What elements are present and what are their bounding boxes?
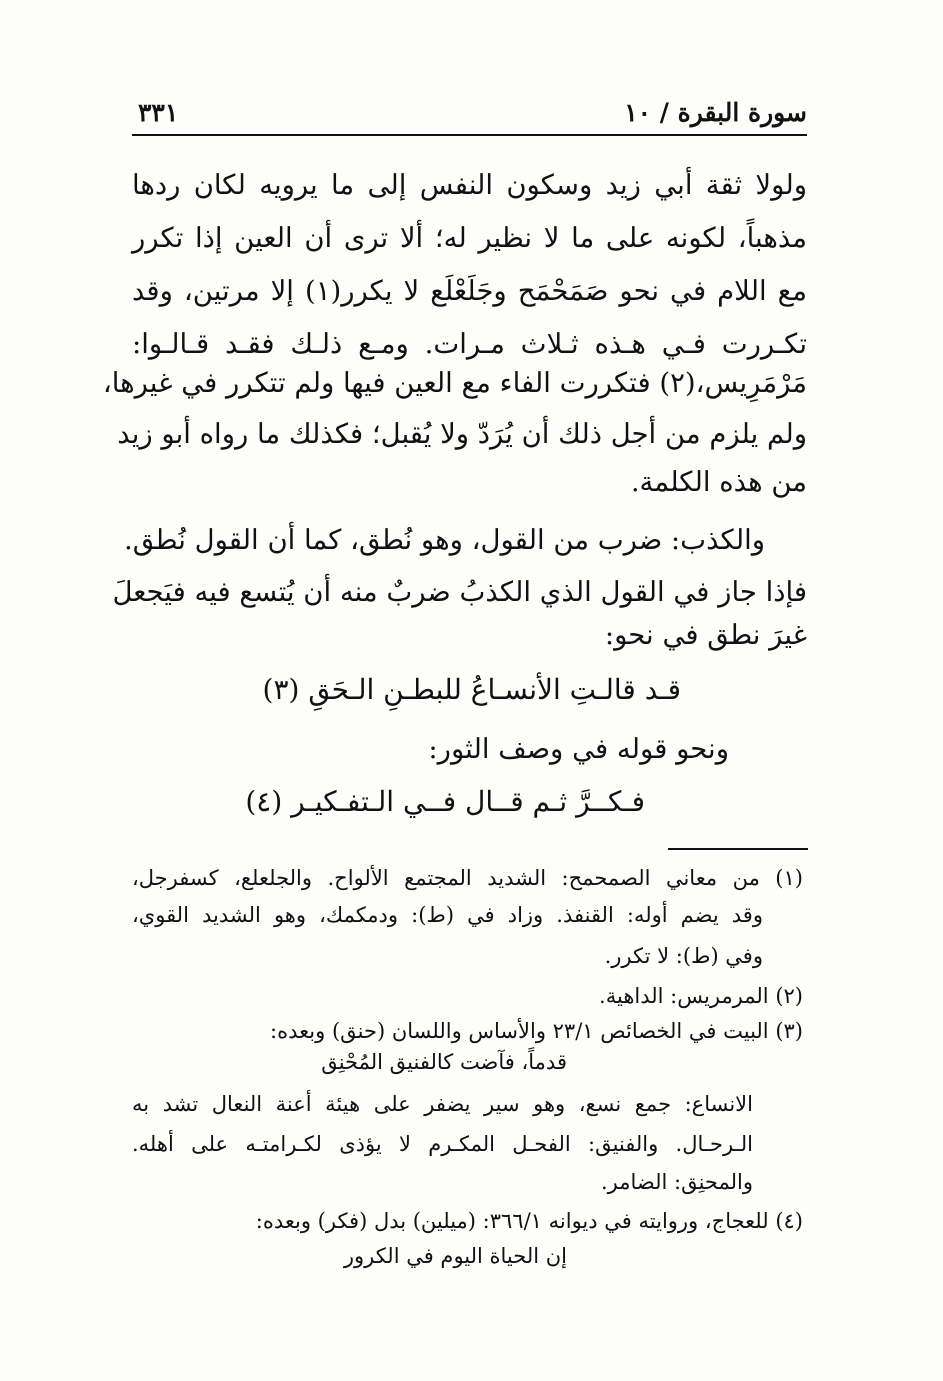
footnote-line: والمحنِق: الضامر. <box>600 1170 753 1194</box>
footnote-verse: إن الحياة اليوم في الكرور <box>343 1244 567 1268</box>
footnote-line: (٤) للعجاج، وروايته في ديوانه ٣٦٦/١: (ميلين) بدل (فكر) وبعده: <box>255 1209 803 1233</box>
text-line: من هذه الكلمة. <box>630 466 807 498</box>
text-line: فإذا جاز في القول الذي الكذبُ ضربٌ منه أن يُتسع فيه فيَجعلَ <box>112 576 807 608</box>
chapter-title: سورة البقرة / ١٠ <box>624 98 807 127</box>
poetry-verse: فـكــرَّ ثـم قــال فــي الـتفـكيـر (٤) <box>245 785 645 818</box>
footnote-line: وفي (ط): لا تكرر. <box>604 944 763 968</box>
page-number: ٣٣١ <box>138 98 179 127</box>
poetry-verse: قـد قالـتِ الأنسـاعُ للبطـنِ الـحَقِ (٣) <box>262 673 681 706</box>
text-line: والكذب: ضرب من القول، وهو نُطق، كما أن القول نُطق. <box>123 524 765 556</box>
footnote-2: (٢) المرمريس: الداهية. <box>599 984 803 1008</box>
text-line: تكـررت فـي هـذه ثـلاث مـرات. ومـع ذلـك فقـد قـالـوا: <box>132 328 807 360</box>
running-header <box>132 98 807 134</box>
footnote-line: وقد يضم أوله: القنفذ. وزاد في (ط): ودمكمك، وهو الشديد القوي، <box>132 903 763 927</box>
text-line: غيرَ نطق في نحو: <box>604 619 807 651</box>
footnote-divider <box>668 848 808 850</box>
header-divider <box>132 134 807 136</box>
footnote-line: الانساع: جمع نسع، وهو سير يضفر على هيئة أعنة النعال تشد به <box>132 1092 753 1116</box>
text-line: ولولا ثقة أبي زيد وسكون النفس إلى ما يرويه لكان ردها <box>132 169 807 201</box>
text-line: مذهباً، لكونه على ما لا نظير له؛ ألا ترى أن العين إذا تكرر <box>132 222 807 254</box>
text-line: ونحو قوله في وصف الثور: <box>428 733 729 765</box>
footnote-line: الـرحـال. والفنيق: الفحـل المكـرم لا يؤذى لكـرامتـه على أهله. <box>132 1132 753 1156</box>
text-line: مع اللام في نحو صَمَحْمَح وجَلَعْلَع لا يكرر(١) إلا مرتين، وقد <box>132 275 807 307</box>
footnote-line: (٣) البيت في الخصائص ٢٣/١ والأساس واللسان (حنق) وبعده: <box>270 1019 803 1043</box>
footnote-verse: قدماً، فآضت كالفنيق المُحْنِق <box>321 1050 567 1074</box>
footnote-line: (١) من معاني الصمحمح: الشديد المجتمع الألواح. والجلعلع، كسفرجل، <box>132 866 803 890</box>
text-line: ولم يلزم من أجل ذلك أن يُرَدّ ولا يُقبل؛ فكذلك ما رواه أبو زيد <box>117 418 807 450</box>
text-line: مَرْمَرِيس،(٢) فتكررت الفاء مع العين فيها ولم تتكرر في غيرها، <box>102 367 807 399</box>
